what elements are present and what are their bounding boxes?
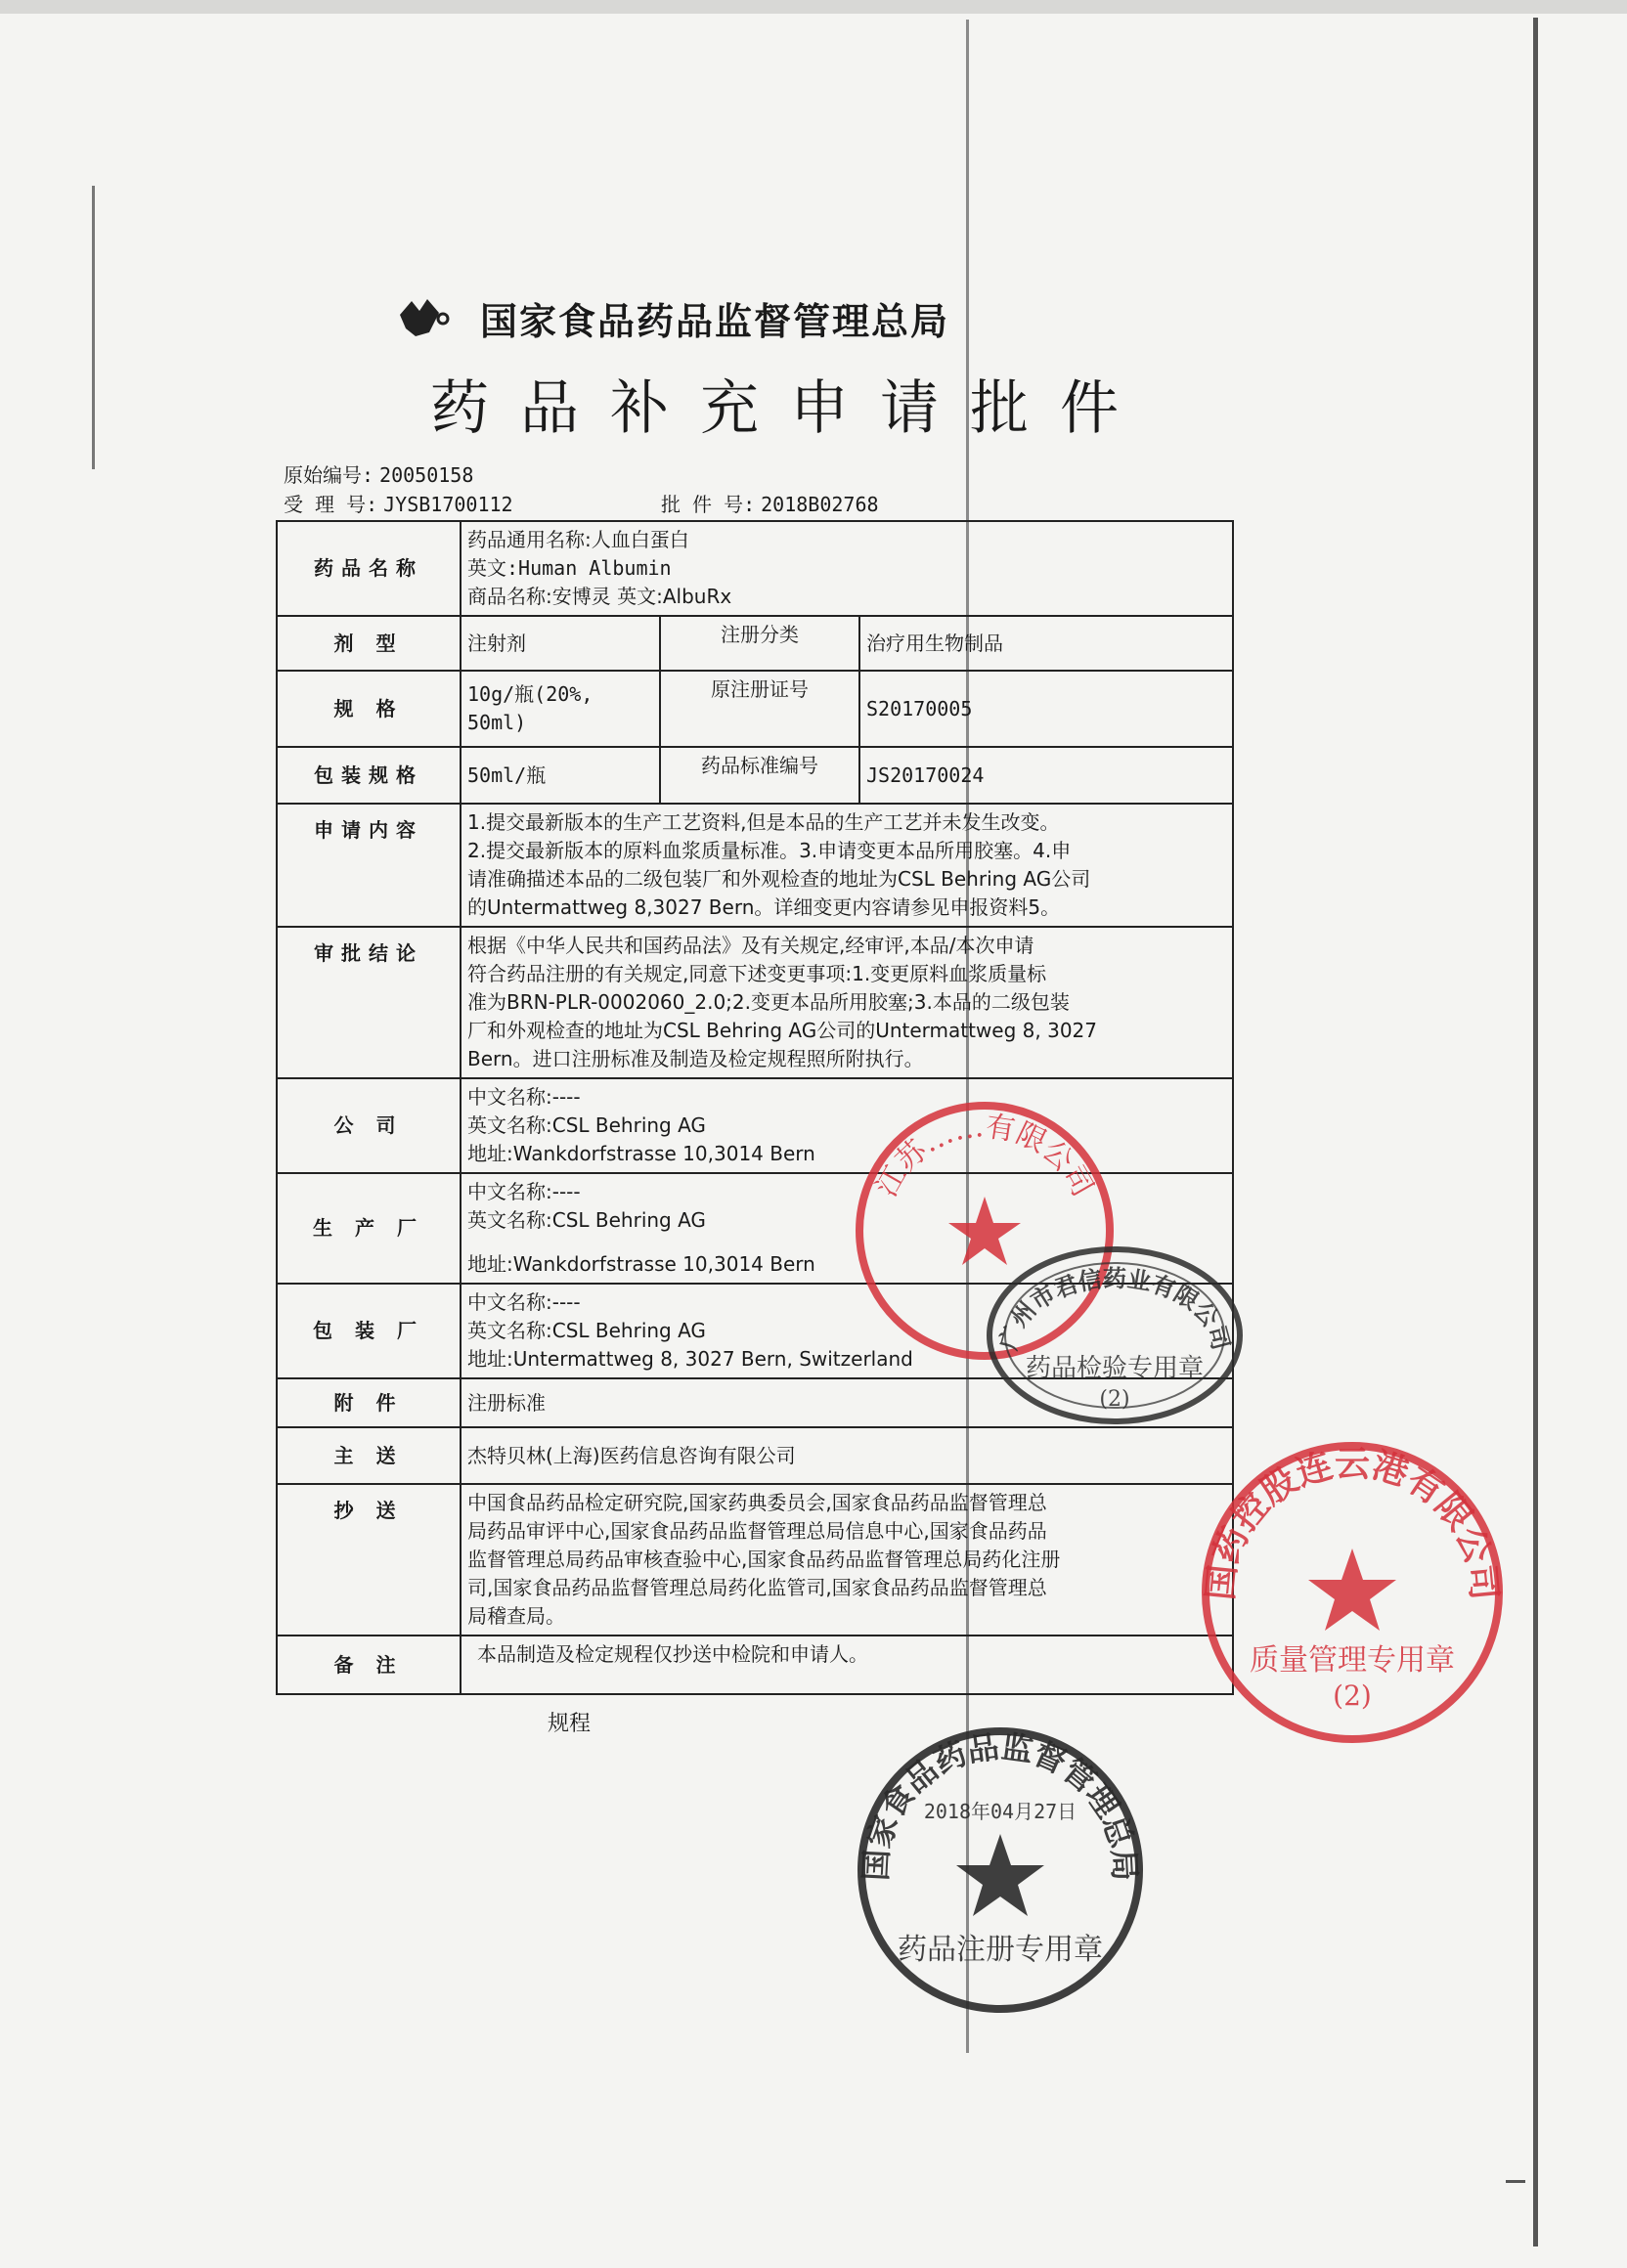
registration-seal-date: 2018年04月27日	[923, 1800, 1077, 1823]
registration-class: 治疗用生物制品	[859, 616, 1233, 671]
approval-number: 2018B02768	[761, 493, 879, 516]
application-line: 的Untermattweg 8,3027 Bern。详细变更内容请参见申报资料5。	[467, 895, 1061, 919]
application-line: 请准确描述本品的二级包装厂和外观检查的地址为CSL Behring AG公司	[467, 867, 1091, 891]
remark-label: 备 注	[277, 1636, 461, 1694]
table-row	[277, 1484, 1233, 1636]
attachment: 注册标准	[461, 1378, 1233, 1427]
registration-seal-arc: 国家食品药品监督管理总局	[857, 1727, 1144, 1882]
drug-name-cell	[461, 521, 1233, 616]
package: 50ml/瓶	[461, 747, 660, 804]
guangzhou-seal-number: (2)	[1099, 1387, 1130, 1412]
below-table-note: 规程	[548, 1712, 592, 1736]
conclusion-label: 审批结论	[277, 927, 461, 1078]
original-number: 20050158	[379, 463, 474, 487]
conclusion-line: 符合药品注册的有关规定,同意下述变更事项:1.变更原料血浆质量标	[467, 962, 1047, 985]
cc-cell	[461, 1484, 1233, 1636]
original-number-line	[284, 459, 473, 488]
svg-text:江苏……有限公司	[869, 1110, 1099, 1202]
drug-name-line: 英文:Human Albumin	[467, 556, 672, 580]
jiangsu-seal-arc: 江苏……有限公司	[869, 1109, 1100, 1203]
orig-reg-no-label: 原注册证号	[660, 671, 859, 747]
cc-line: 中国食品药品检定研究院,国家药典委员会,国家食品药品监督管理总	[467, 1491, 1047, 1514]
cc-line: 局稽查局。	[467, 1604, 565, 1628]
seal-icon	[984, 1243, 1246, 1427]
seal-icon	[1199, 1439, 1506, 1746]
svg-text:广州市君信药业有限公司	[993, 1264, 1236, 1353]
spec: 10g/瓶(20%, 50ml)	[461, 671, 660, 747]
drug-name-line: 商品名称:安博灵 英文:AlbuRx	[467, 585, 732, 608]
scan-artifact	[0, 0, 1627, 14]
manufacturer-line: 中文名称:----	[467, 1180, 581, 1203]
guangzhou-seal-bottom: 药品检验专用章	[1025, 1354, 1205, 1383]
registration-seal-bottom: 药品注册专用章	[898, 1933, 1103, 1967]
scan-artifact	[1533, 18, 1538, 2246]
conclusion-line: 根据《中华人民共和国药品法》及有关规定,经审评,本品/本次申请	[467, 934, 1034, 957]
company-line: 地址:Wankdorfstrasse 10,3014 Bern	[467, 1142, 815, 1165]
packager-label: 包 装 厂	[277, 1284, 461, 1378]
acceptance-number-line	[284, 489, 513, 517]
packager-line: 地址:Untermattweg 8, 3027 Bern, Switzerland	[467, 1347, 913, 1371]
table-row	[277, 616, 1233, 671]
application-line: 1.提交最新版本的生产工艺资料,但是本品的生产工艺并未发生改变。	[467, 810, 1060, 834]
scan-artifact	[1506, 2180, 1525, 2183]
conclusion-line: Bern。进口注册标准及制造及检定规程照所附执行。	[467, 1047, 924, 1070]
cc-line: 司,国家食品药品监督管理总局药化监管司,国家食品药品监督管理总	[467, 1576, 1047, 1599]
seal-icon	[855, 1724, 1146, 2016]
guangzhou-company-seal	[984, 1243, 1246, 1427]
manufacturer-label: 生 产 厂	[277, 1173, 461, 1284]
application-line: 2.提交最新版本的原料血浆质量标准。3.申请变更本品所用胶塞。4.申	[467, 839, 1072, 862]
conclusion-line: 厂和外观检查的地址为CSL Behring AG公司的Untermattweg 8, 3027	[467, 1019, 1098, 1042]
package-label: 包装规格	[277, 747, 461, 804]
attachment-label: 附 件	[277, 1378, 461, 1427]
emblem-icon	[396, 293, 455, 342]
acceptance-number-label: 受 理 号:	[284, 493, 378, 516]
manufacturer-line: 地址:Wankdorfstrasse 10,3014 Bern	[467, 1252, 815, 1276]
approval-number-label: 批 件 号:	[661, 493, 756, 516]
table-row	[277, 521, 1233, 616]
cc-line: 监督管理总局药品审核查验中心,国家食品药品监督管理总局药化注册	[467, 1548, 1061, 1571]
guangzhou-seal-arc: 广州市君信药业有限公司	[993, 1264, 1236, 1353]
company-line: 英文名称:CSL Behring AG	[467, 1113, 706, 1137]
registration-seal	[855, 1724, 1146, 2016]
standard-no: JS20170024	[859, 747, 1233, 804]
acceptance-number: JYSB1700112	[383, 493, 513, 516]
document-title: 药品补充申请批件	[430, 374, 1150, 443]
approval-number-line	[661, 489, 879, 517]
company-line: 中文名称:----	[467, 1085, 581, 1109]
manufacturer-line: 英文名称:CSL Behring AG	[467, 1208, 706, 1232]
lianyungang-company-seal	[1199, 1439, 1506, 1746]
conclusion-line: 准为BRN-PLR-0002060_2.0;2.变更本品所用胶塞;3.本品的二级包装	[467, 990, 1070, 1014]
orig-reg-no: S20170005	[859, 671, 1233, 747]
cc-line: 局药品审评中心,国家食品药品监督管理总局信息中心,国家食品药品	[467, 1519, 1047, 1543]
table-row	[277, 1427, 1233, 1484]
table-row	[277, 671, 1233, 747]
company-label: 公 司	[277, 1078, 461, 1173]
table-row	[277, 747, 1233, 804]
table-row	[277, 927, 1233, 1078]
conclusion-cell	[461, 927, 1233, 1078]
scan-artifact	[92, 186, 95, 469]
dosage-form-label: 剂 型	[277, 616, 461, 671]
standard-no-label: 药品标准编号	[660, 747, 859, 804]
lianyungang-seal-number: (2)	[1333, 1679, 1372, 1712]
lianyungang-seal-arc: 国药控股连云港有限公司	[1199, 1443, 1506, 1602]
original-number-label: 原始编号:	[284, 463, 374, 487]
recipient: 杰特贝林(上海)医药信息咨询有限公司	[461, 1427, 1233, 1484]
drug-name-label: 药品名称	[277, 521, 461, 616]
agency-name: 国家食品药品监督管理总局	[480, 299, 950, 343]
remark: 本品制造及检定规程仅抄送中检院和申请人。	[461, 1636, 1233, 1694]
spec-label: 规 格	[277, 671, 461, 747]
packager-line: 中文名称:----	[467, 1290, 581, 1314]
application-label: 申请内容	[277, 804, 461, 927]
lianyungang-seal-bottom: 质量管理专用章	[1250, 1643, 1455, 1678]
drug-name-line: 药品通用名称:人血白蛋白	[467, 528, 689, 551]
table-row	[277, 1636, 1233, 1694]
dosage-form: 注射剂	[461, 616, 660, 671]
packager-line: 英文名称:CSL Behring AG	[467, 1319, 706, 1342]
application-cell	[461, 804, 1233, 927]
cc-label: 抄 送	[277, 1484, 461, 1636]
agency-row	[396, 284, 949, 352]
company-cell	[461, 1078, 1233, 1173]
recipient-label: 主 送	[277, 1427, 461, 1484]
table-row	[277, 804, 1233, 927]
registration-class-label: 注册分类	[660, 616, 859, 671]
